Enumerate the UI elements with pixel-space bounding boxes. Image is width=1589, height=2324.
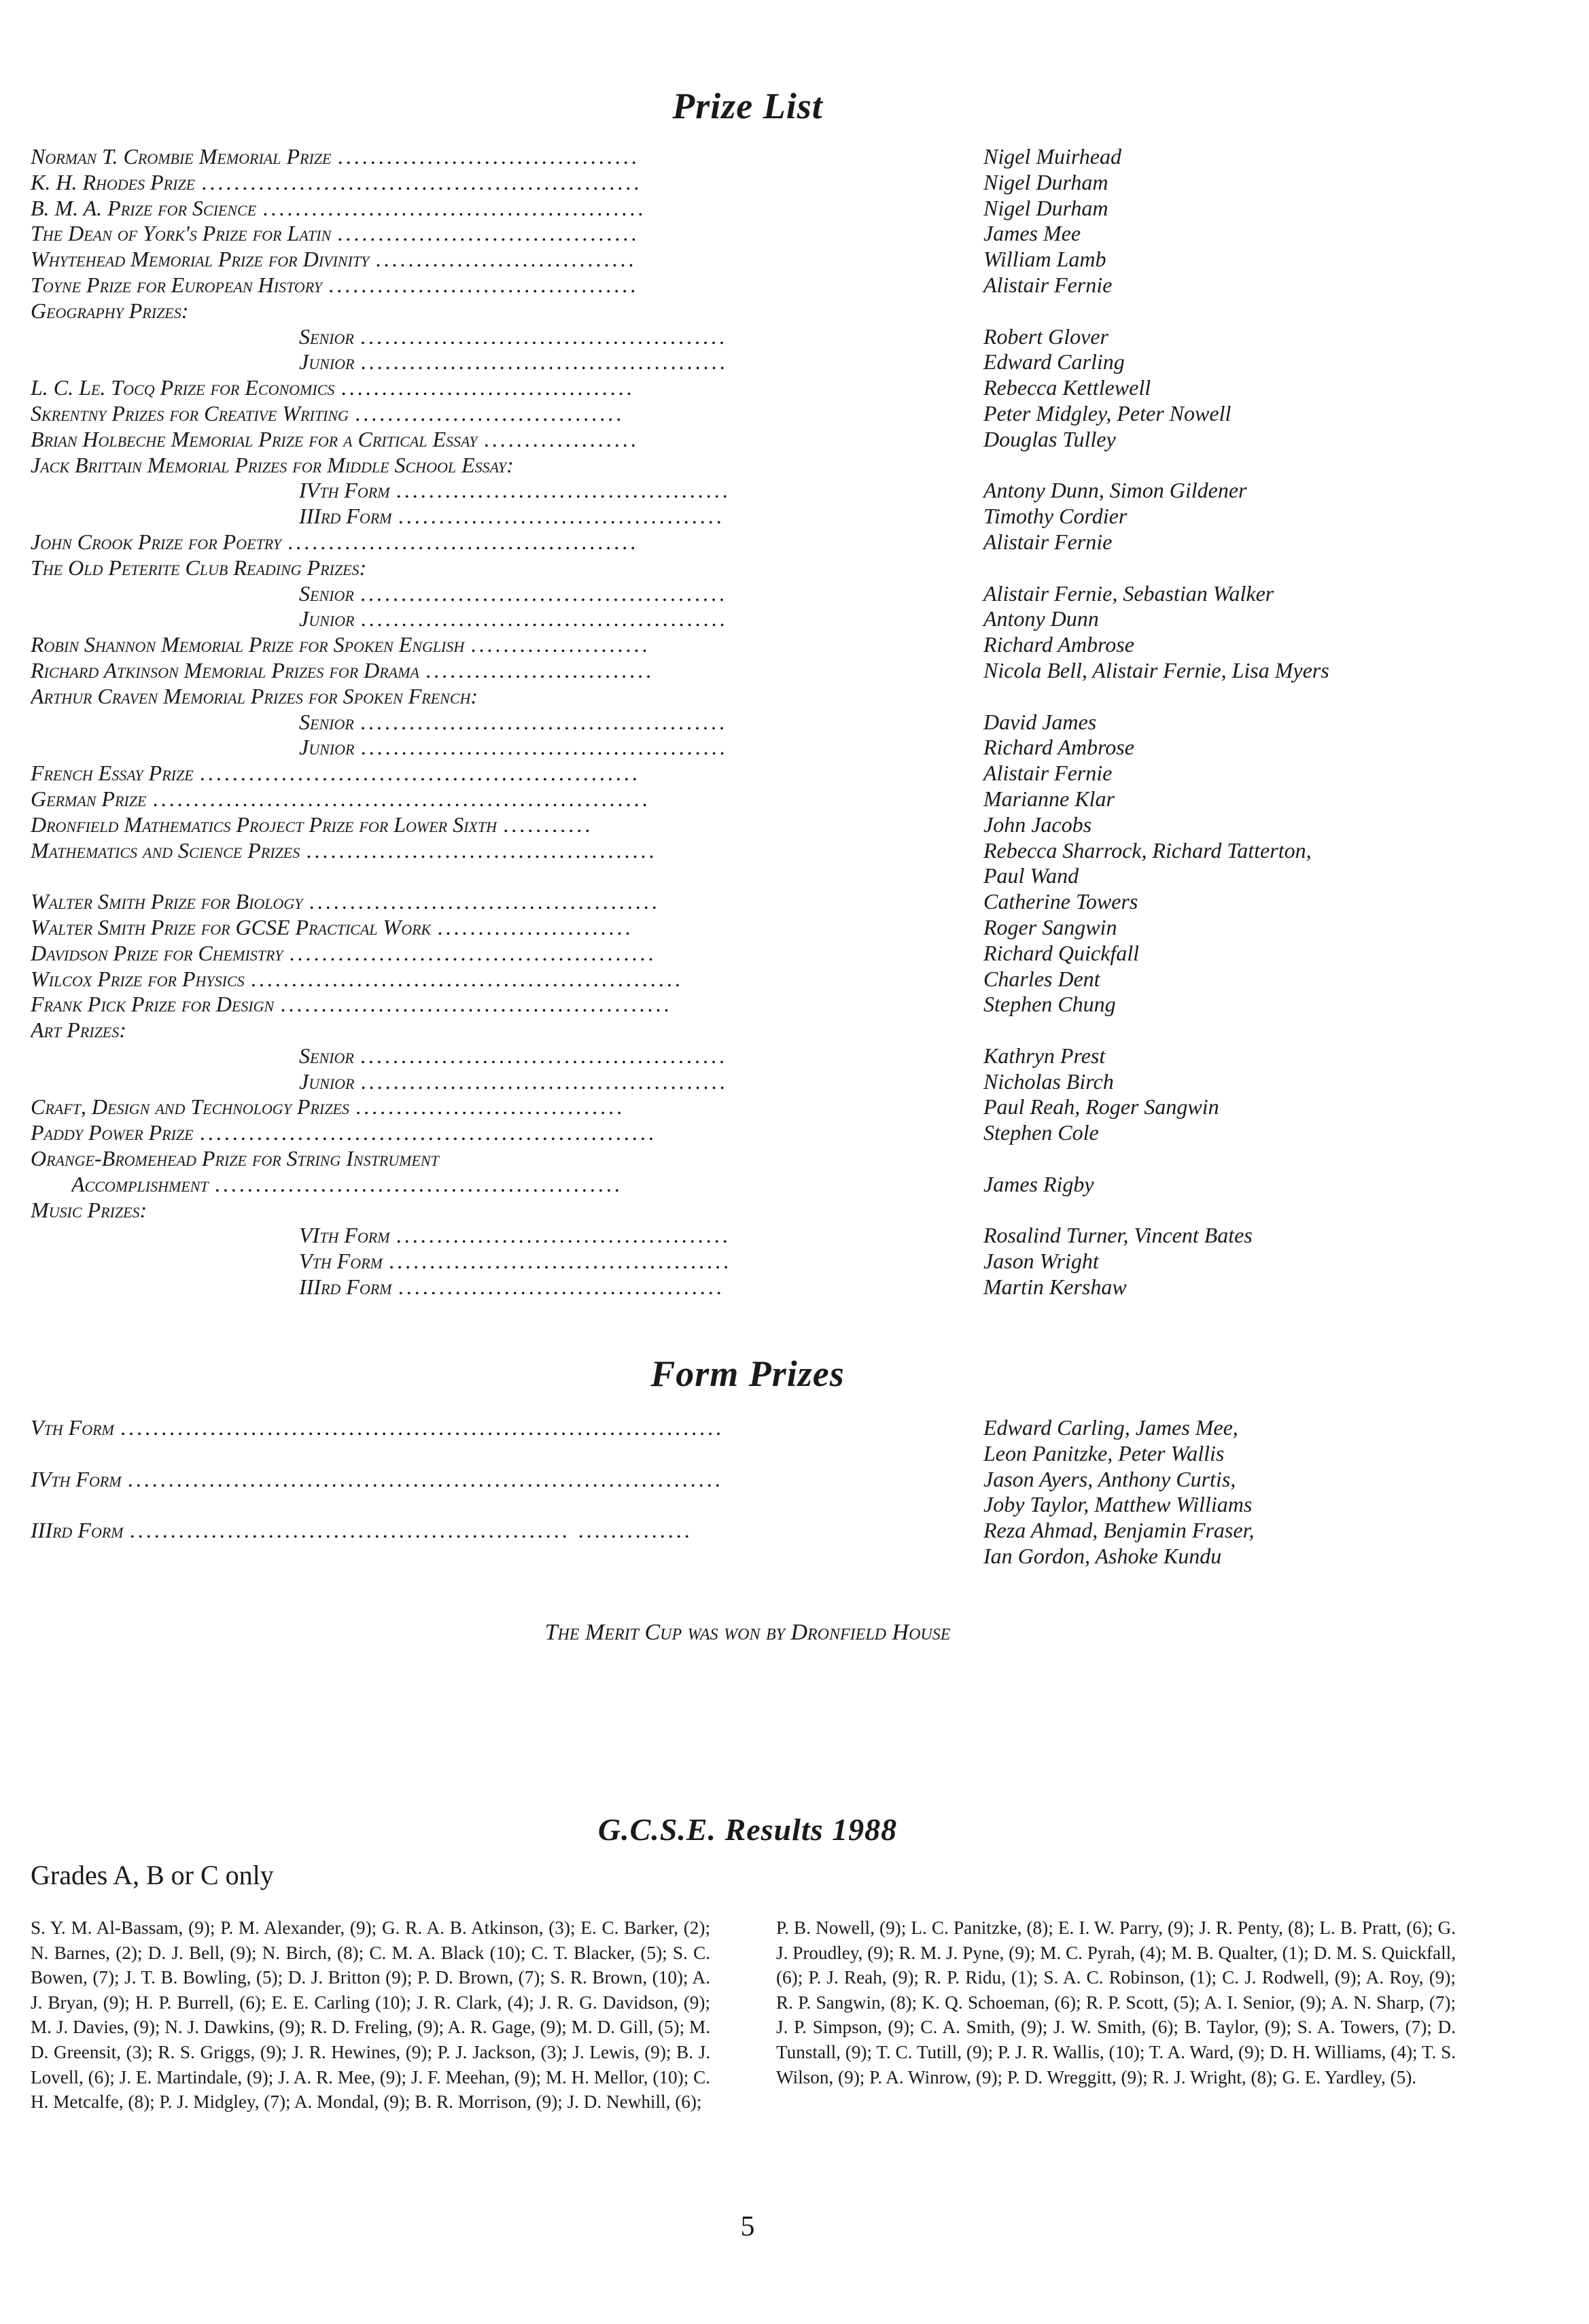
prize-label: Brian Holbeche Memorial Prize for a Critical Essay [31,426,478,451]
prize-row [31,812,1492,838]
prize-row [31,1172,1492,1198]
prize-label: Accomplishment [71,1171,209,1196]
prize-row [31,1518,1492,1544]
prize-winners: James Rigby [983,1171,1094,1196]
prize-label-cell [299,735,811,761]
prize-row [31,1467,1492,1493]
prize-winners: Nigel Durham [983,169,1108,194]
prize-row [31,1415,1492,1441]
prize-label: The Old Peterite Club Reading Prizes: [31,555,367,580]
prize-row [31,684,1492,710]
prize-label-cell [31,427,811,453]
prize-label-cell [299,324,811,350]
prize-label: Vth Form [299,1249,383,1274]
prize-row [31,992,1492,1018]
prize-label-cell [31,1146,811,1172]
prize-winners: Reza Ahmad, Benjamin Fraser, [983,1518,1255,1543]
prize-winners: Richard Ambrose [983,735,1134,760]
prize-label: Senior [299,324,354,349]
prize-label-cell [31,915,811,941]
prize-label: Norman T. Crombie Memorial Prize [31,144,332,169]
prize-row [31,735,1492,761]
prize-row [31,427,1492,453]
dot-leader: .......................................... [389,1249,732,1274]
prize-label: Walter Smith Prize for Biology [31,889,303,914]
prize-label-cell [31,1492,811,1518]
prize-row [31,324,1492,350]
prize-winners: Rebecca Kettlewell [983,375,1151,400]
prize-label-cell [299,478,811,504]
prize-row [31,1441,1492,1467]
prize-label: French Essay Prize [31,761,194,786]
prize-winners: Rebecca Sharrock, Richard Tatterton, [983,837,1312,863]
prize-label-cell [31,1467,811,1493]
dot-leader: ............................................. [290,940,657,965]
prize-list-title: Prize List [672,86,823,126]
prize-winners: James Mee [983,221,1081,246]
prize-row [31,761,1492,786]
prize-winners: Charles Dent [983,966,1100,991]
dot-leader: .................................... [341,375,635,400]
prize-label: IIIrd Form [31,1518,124,1543]
dot-leader: ............................................... [263,195,647,220]
prize-label: Vth Form [31,1415,114,1440]
prize-label: IIIrd Form [299,1274,392,1300]
prize-label-cell [31,1544,811,1569]
prize-winners: Kathryn Prest [983,1043,1106,1068]
prize-label: Davidson Prize for Chemistry [31,940,283,965]
prize-label: Paddy Power Prize [31,1120,194,1145]
dot-leader: ............................................................. [153,786,651,811]
prize-row [31,478,1492,504]
dot-leader: ............................ [425,657,654,682]
dot-leader: ...................... [471,632,651,657]
prize-label: Richard Atkinson Memorial Prizes for Drama [31,657,419,682]
dot-leader: ........................................................ [200,1120,657,1145]
prize-row [31,298,1492,324]
prize-row [31,555,1492,581]
dot-leader: ...................................... [328,272,639,297]
prize-label-cell [31,658,811,684]
prize-winners: Ian Gordon, Ashoke Kundu [983,1543,1222,1568]
prize-winners: Richard Quickfall [983,940,1139,965]
prize-winners: Richard Ambrose [983,632,1134,657]
dot-leader: ................................. [355,400,625,426]
gcse-results-column-2: P. B. Nowell, (9); L. C. Panitzke, (8); E. I. W. Parry, (9); J. R. Penty, (8); L. B. Pratt, (6); G. J. Proudley, (9); R. M. J. Pyne, (9); M. C. Pyrah, (4); M. B. Qualter, (1); D. M. S. Quickfall, (6); P. J. Reah, (9); R. P. Ridu, (1); S. A. C. Robinson, (1); C. J. Rodwell, (9); A. Roy, (9); R. P. Sangwin, (8); K. Q. Schoeman, (6); R. P. Scott, (5); A. I. Senior, (9); A. N. Sharp, (7); J. P. Simpson, (9); C. A. Smith, (9); J. W. Smith, (6); B. Taylor, (9); S. A. Towers, (7); D. Tunstall, (9); T. C. Tutill, (9); P. J. R. Wallis, (10); T. A. Ward, (9); D. H. Williams, (4); T. S. Wilson, (9); P. A. Winrow, (9); P. D. Wreggitt, (9); R. J. Wright, (8); G. E. Yardley, (5). [776,1918,1456,2087]
dot-leader: ........................................ [398,1274,725,1300]
prize-row [31,889,1492,915]
prize-row [31,375,1492,401]
prize-label-cell [31,967,811,992]
prize-row [31,504,1492,530]
dot-leader: ............................................. [361,349,729,375]
prize-row [31,196,1492,222]
prize-winners: Jason Wright [983,1249,1099,1274]
prize-row [31,221,1492,247]
dot-leader: ........................................... [307,837,658,863]
prize-label: IIIrd Form [299,504,392,529]
gcse-subtitle: Grades A, B or C only [31,1860,274,1890]
page-number: 5 [740,2211,755,2242]
dot-leader: ......................................... [396,1223,731,1248]
prize-winners: Edward Carling, James Mee, [983,1415,1238,1440]
prize-label-cell [299,710,811,735]
prize-label-cell [31,1094,811,1120]
prize-row [31,349,1492,375]
prize-winners: Rosalind Turner, Vincent Bates [983,1223,1253,1248]
prize-label: Jack Brittain Memorial Prizes for Middle School Essay: [31,452,514,477]
prize-row [31,786,1492,812]
prize-row [31,247,1492,273]
dot-leader: .......................................................................... [120,1415,724,1440]
dot-leader: ................................................ [281,992,673,1017]
prize-label: Dronfield Mathematics Project Prize for Lower Sixth [31,812,497,837]
dot-leader: ............................................. [360,580,728,606]
prize-label-cell [31,838,811,864]
prize-winners: Stephen Cole [983,1120,1099,1145]
prize-winners: John Jacobs [983,812,1092,837]
prize-row [31,170,1492,196]
form-prizes-list [31,1415,1492,1569]
prize-label: Craft, Design and Technology Prizes [31,1094,349,1120]
prize-label: K. H. Rhodes Prize [31,169,196,194]
prize-winners: Alistair Fernie [983,529,1113,554]
prize-row [31,1018,1492,1043]
prize-row [31,144,1492,170]
prize-row [31,658,1492,684]
prize-winners: Roger Sangwin [983,914,1117,939]
prize-label-cell [31,530,811,555]
prize-label-cell [299,504,811,530]
prize-label-cell [31,889,811,915]
prize-row [31,967,1492,992]
prize-label: Toyne Prize for European History [31,272,322,297]
prize-label: Music Prizes: [31,1197,147,1222]
prize-row [31,915,1492,941]
prize-label: VIth Form [299,1223,390,1248]
prize-row [31,710,1492,735]
prize-label-cell [31,812,811,838]
prize-label-cell [31,375,811,401]
prize-label: Geography Prizes: [31,298,189,323]
prize-label-cell [299,1069,811,1095]
dot-leader: ............................................. [360,1043,728,1068]
prize-row [31,1094,1492,1120]
prize-winners: Alistair Fernie [983,761,1113,786]
prize-label-cell [31,786,811,812]
prize-label-cell [31,555,811,581]
prize-winners: Stephen Chung [983,992,1116,1017]
prize-row [31,838,1492,864]
prize-label-cell [31,684,811,710]
prize-label-cell [31,401,811,427]
prize-winners: Antony Dunn [983,606,1099,631]
prize-label-cell [31,144,811,170]
dot-leader: ........... [503,812,593,837]
prize-label-cell [31,992,811,1018]
prize-label-cell [31,453,811,479]
prize-label-cell [299,1274,811,1300]
prize-label-cell [31,1018,811,1043]
prize-label-cell [31,1441,811,1467]
prize-label-cell [71,1172,811,1198]
prize-label: Robin Shannon Memorial Prize for Spoken English [31,632,465,657]
prize-label: German Prize [31,786,147,811]
prize-list [31,144,1492,1300]
dot-leader: .................................................. [215,1171,623,1196]
prize-label: Junior [299,735,355,760]
prize-label-cell [31,632,811,658]
dot-leader: ......................................................................... [128,1466,724,1491]
prize-row [31,1249,1492,1274]
dot-leader: ........................................ [398,504,725,529]
prize-label: Art Prizes: [31,1018,126,1043]
prize-label-cell [31,1120,811,1146]
prize-label: Wilcox Prize for Physics [31,966,245,991]
dot-leader: ................................. [355,1094,625,1120]
dot-leader: ............................................. [360,324,728,349]
prize-winners: Antony Dunn, Simon Gildener [983,478,1247,503]
prize-winners: Catherine Towers [983,889,1138,914]
dot-leader: ............................................. [361,735,729,760]
prize-winners: Douglas Tulley [983,426,1116,451]
prize-row [31,632,1492,658]
prize-row [31,1223,1492,1249]
prize-winners: Nicola Bell, Alistair Fernie, Lisa Myers [983,657,1329,682]
dot-leader: ......................................... [396,478,731,503]
prize-label: IVth Form [299,478,390,503]
gcse-results-column-1: S. Y. M. Al-Bassam, (9); P. M. Alexander, (9); G. R. A. B. Atkinson, (3); E. C. Barker, (2); N. Barnes, (2); D. J. Bell, (9); N. Birch, (8); C. M. A. Black (10); C. T. Blacker, (5); S. C. Bowen, (7); J. T. B. Bowling, (5); D. J. Britton (9); P. D. Brown, (7); S. R. Brown, (10); A. J. Bryan, (9); H. P. Burrell, (6); E. E. Carling (10); J. R. Clark, (4); J. R. G. Davidson, (9); M. J. Davies, (9); N. J. Dawkins, (9); R. D. Freling, (9); A. R. Gage, (9); M. D. Gill, (5); M. D. Greensit, (3); R. S. Griggs, (9); J. R. Hewines, (9); P. J. Jackson, (3); J. Lewis, (9); B. J. Lovell, (6); J. E. Martindale, (9); J. A. R. Mee, (9); J. F. Meehan, (9); M. H. Mellor, (10); C. H. Metcalfe, (8); P. J. Midgley, (7); A. Mondal, (9); B. R. Morrison, (9); J. D. Newhill, (6); [31,1918,710,2113]
prize-row [31,1146,1492,1172]
prize-row [31,401,1492,427]
dot-leader: ...................................................... [202,169,643,194]
dot-leader: ........................ [438,914,634,939]
prize-label-cell [31,221,811,247]
dot-leader: ........................................... [288,529,640,554]
prize-label: Orange-Bromehead Prize for String Instrument [31,1146,439,1171]
prize-label-cell [299,581,811,607]
prize-label: Junior [299,349,355,375]
prize-label: L. C. Le. Tocq Prize for Economics [31,375,335,400]
prize-label: Junior [299,1069,355,1094]
prize-row [31,1274,1492,1300]
prize-label-cell [299,606,811,632]
prize-winners: William Lamb [983,247,1106,272]
prize-winners: Marianne Klar [983,786,1115,811]
prize-winners: Edward Carling [983,349,1125,375]
dot-leader: ............................................. [361,1069,729,1094]
prize-row [31,941,1492,967]
prize-winners: Robert Glover [983,324,1108,349]
prize-winners: Peter Midgley, Peter Nowell [983,400,1232,426]
prize-winners: Joby Taylor, Matthew Williams [983,1492,1253,1517]
prize-winners: Timothy Cordier [983,504,1128,529]
prize-label-cell [299,1043,811,1069]
dot-leader: ...................................................... .............. [130,1518,693,1543]
prize-label-cell [299,349,811,375]
prize-label-cell [31,196,811,222]
prize-winners: Alistair Fernie [983,272,1113,297]
prize-row [31,1492,1492,1518]
prize-label-cell [299,1249,811,1274]
prize-label: Senior [299,709,354,734]
prize-winners: Paul Reah, Roger Sangwin [983,1094,1219,1120]
prize-row [31,1069,1492,1095]
prize-label-cell [31,1415,811,1441]
gcse-title: G.C.S.E. Results 1988 [597,1812,898,1847]
prize-label: Skrentny Prizes for Creative Writing [31,400,349,426]
prize-label-cell [31,247,811,273]
prize-label: Junior [299,606,355,631]
prize-row [31,1198,1492,1224]
dot-leader: ..................................... [338,144,640,169]
prize-winners: Leon Panitzke, Peter Wallis [983,1440,1225,1465]
prize-label: Mathematics and Science Prizes [31,837,300,863]
prize-label-cell [31,1518,811,1544]
prize-label-cell [31,941,811,967]
prize-label-cell [299,1223,811,1249]
dot-leader: ..................................... [338,221,640,246]
dot-leader: ...................................................... [200,761,641,786]
prize-label-cell [31,863,811,889]
prize-winners: Alistair Fernie, Sebastian Walker [983,580,1274,606]
prize-label-cell [31,170,811,196]
prize-winners: Nigel Durham [983,195,1108,220]
dot-leader: ................... [484,426,640,451]
prize-label-cell [31,273,811,298]
prize-row [31,606,1492,632]
prize-row [31,1544,1492,1569]
prize-row [31,581,1492,607]
prize-winners: David James [983,709,1097,734]
prize-label-cell [31,298,811,324]
prize-label: IVth Form [31,1466,122,1491]
prize-winners: Jason Ayers, Anthony Curtis, [983,1466,1236,1491]
dot-leader: ........................................... [309,889,661,914]
prize-label: The Dean of York's Prize for Latin [31,221,332,246]
prize-row [31,863,1492,889]
prize-row [31,1120,1492,1146]
merit-cup-note: The Merit Cup was won by Dronfield House [544,1620,951,1645]
prize-label: Whytehead Memorial Prize for Divinity [31,247,370,272]
prize-label: Frank Pick Prize for Design [31,992,275,1017]
prize-label: Arthur Craven Memorial Prizes for Spoken French: [31,683,478,708]
prize-label: Senior [299,580,354,606]
dot-leader: ............................................. [360,709,728,734]
prize-label: John Crook Prize for Poetry [31,529,282,554]
prize-label-cell [31,761,811,786]
prize-row [31,453,1492,479]
prize-row [31,273,1492,298]
prize-label: B. M. A. Prize for Science [31,195,257,220]
prize-winners: Nigel Muirhead [983,144,1121,169]
dot-leader: ............................................. [361,606,729,631]
prize-winners: Nicholas Birch [983,1069,1114,1094]
prize-winners: Martin Kershaw [983,1274,1127,1300]
form-prizes-title: Form Prizes [650,1353,845,1394]
prize-label-cell [31,1198,811,1224]
prize-row [31,1043,1492,1069]
prize-winners: Paul Wand [983,863,1079,888]
dot-leader: ................................ [376,247,638,272]
dot-leader: ..................................................... [251,966,684,991]
prize-label: Senior [299,1043,354,1068]
prize-row [31,530,1492,555]
prize-label: Walter Smith Prize for GCSE Practical Work [31,914,432,939]
